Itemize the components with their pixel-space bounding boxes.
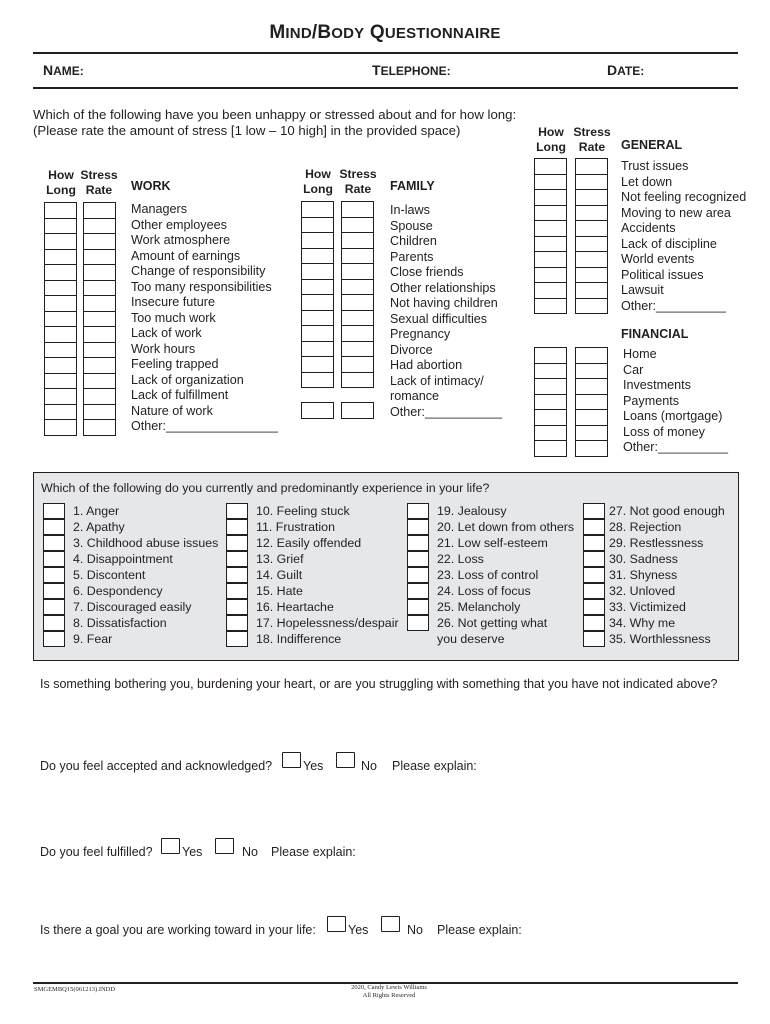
experience-label: 9. Fear bbox=[73, 632, 113, 646]
rating-cell[interactable] bbox=[535, 268, 566, 284]
family-item: Pregnancy bbox=[390, 327, 451, 341]
financial-item: Car bbox=[623, 362, 644, 377]
experience-checkbox[interactable] bbox=[226, 631, 248, 647]
rating-cell[interactable] bbox=[576, 206, 607, 222]
rating-cell[interactable] bbox=[84, 358, 115, 374]
experience-checkbox[interactable] bbox=[583, 551, 605, 567]
experience-checkbox[interactable] bbox=[407, 503, 429, 519]
accepted-yes-checkbox[interactable] bbox=[282, 752, 301, 768]
rating-cell[interactable] bbox=[302, 249, 333, 265]
rating-cell[interactable] bbox=[535, 175, 566, 191]
family-item: In-laws bbox=[390, 203, 430, 217]
experience-label: 21. Low self-esteem bbox=[437, 536, 548, 550]
financial-stress-rate-boxes[interactable] bbox=[575, 347, 608, 457]
experience-checkbox[interactable] bbox=[226, 519, 248, 535]
experience-label: 35. Worthlessness bbox=[609, 632, 711, 646]
general-heading: GENERAL bbox=[621, 138, 683, 152]
experience-label: 5. Discontent bbox=[73, 568, 146, 582]
rating-cell[interactable] bbox=[576, 283, 607, 299]
rating-cell[interactable] bbox=[84, 312, 115, 328]
rating-cell[interactable] bbox=[342, 264, 373, 280]
rating-cell[interactable] bbox=[45, 420, 76, 436]
experience-checkbox[interactable] bbox=[226, 599, 248, 615]
rating-cell[interactable] bbox=[45, 405, 76, 421]
rating-cell[interactable] bbox=[84, 405, 115, 421]
experience-label: 6. Despondency bbox=[73, 584, 163, 598]
family-item: Divorce bbox=[390, 342, 433, 357]
rating-cell[interactable] bbox=[576, 348, 607, 364]
work-item: Other:________________ bbox=[131, 419, 279, 433]
fulfilled-yes-label: Yes bbox=[182, 845, 203, 859]
date-label: DATE: bbox=[607, 62, 645, 78]
family-item: romance bbox=[390, 389, 439, 403]
financial-heading: FINANCIAL bbox=[621, 327, 689, 341]
rating-cell[interactable] bbox=[302, 311, 333, 327]
rating-cell[interactable] bbox=[576, 364, 607, 380]
rating-cell[interactable] bbox=[302, 202, 333, 218]
general-item: Moving to new area bbox=[621, 205, 731, 220]
experience-label: 14. Guilt bbox=[256, 568, 303, 582]
experience-label: 2. Apathy bbox=[73, 520, 125, 534]
financial-item: Home bbox=[623, 347, 657, 361]
rating-cell[interactable] bbox=[342, 280, 373, 296]
financial-items bbox=[623, 347, 728, 456]
experience-checkbox[interactable] bbox=[43, 503, 65, 519]
general-item: Other:__________ bbox=[621, 298, 727, 313]
rating-cell[interactable] bbox=[45, 343, 76, 359]
rating-cell[interactable] bbox=[576, 395, 607, 411]
general-how-long-boxes[interactable] bbox=[534, 158, 567, 314]
experience-label: 27. Not good enough bbox=[609, 504, 725, 518]
rating-cell[interactable] bbox=[535, 190, 566, 206]
experience-label: 31. Shyness bbox=[609, 568, 678, 582]
family-item: Children bbox=[390, 234, 437, 248]
experience-label: 25. Melancholy bbox=[437, 600, 521, 614]
experience-checkbox[interactable] bbox=[43, 535, 65, 551]
work-item: Change of responsibility bbox=[131, 264, 266, 278]
rating-cell[interactable] bbox=[84, 234, 115, 250]
goal-question: Is there a goal you are working toward in your life: bbox=[40, 923, 316, 937]
experience-checkbox[interactable] bbox=[583, 615, 605, 631]
fulfilled-no-checkbox[interactable] bbox=[215, 838, 234, 854]
family-item: Other:___________ bbox=[390, 404, 503, 419]
rating-cell[interactable] bbox=[576, 299, 607, 315]
goal-explain-label: Please explain: bbox=[437, 923, 522, 937]
rating-cell[interactable] bbox=[45, 250, 76, 266]
experience-checkbox[interactable] bbox=[583, 599, 605, 615]
work-item: Lack of organization bbox=[131, 372, 244, 387]
general-item: Lack of discipline bbox=[621, 236, 717, 251]
general-stress-rate-boxes[interactable] bbox=[575, 158, 608, 314]
fulfilled-yes-checkbox[interactable] bbox=[161, 838, 180, 854]
experience-label: 7. Discouraged easily bbox=[73, 600, 192, 614]
experience-checkbox[interactable] bbox=[226, 535, 248, 551]
rating-cell[interactable] bbox=[535, 252, 566, 268]
experience-label: 28. Rejection bbox=[609, 520, 682, 534]
experience-checkbox[interactable] bbox=[407, 519, 429, 535]
rating-cell[interactable] bbox=[302, 233, 333, 249]
rating-cell[interactable] bbox=[45, 296, 76, 312]
rating-cell[interactable] bbox=[302, 264, 333, 280]
experience-checkbox[interactable] bbox=[583, 631, 605, 647]
rating-cell[interactable] bbox=[342, 295, 373, 311]
general-stress-rate-header: Stress Rate bbox=[573, 125, 611, 154]
rating-cell[interactable] bbox=[302, 373, 333, 389]
experience-checkbox[interactable] bbox=[583, 519, 605, 535]
rating-cell[interactable] bbox=[84, 343, 115, 359]
name-label: NAME: bbox=[43, 62, 84, 78]
experience-label: 17. Hopelessness/despair bbox=[256, 616, 399, 630]
financial-item: Loss of money bbox=[623, 424, 705, 439]
rating-cell[interactable] bbox=[576, 190, 607, 206]
rating-cell[interactable] bbox=[45, 327, 76, 343]
rating-cell[interactable] bbox=[576, 175, 607, 191]
rating-cell[interactable] bbox=[576, 252, 607, 268]
experience-label: 11. Frustration bbox=[256, 520, 335, 534]
rating-cell[interactable] bbox=[84, 327, 115, 343]
general-item: Lawsuit bbox=[621, 283, 664, 297]
experience-checkbox[interactable] bbox=[407, 551, 429, 567]
rating-cell[interactable] bbox=[576, 268, 607, 284]
experience-checkbox[interactable] bbox=[583, 535, 605, 551]
family-how-long-header: How Long bbox=[303, 167, 333, 196]
rating-cell[interactable] bbox=[302, 280, 333, 296]
work-item: Too much work bbox=[131, 310, 216, 325]
experience-label: 26. Not getting what bbox=[437, 616, 548, 630]
experience-checkbox[interactable] bbox=[407, 535, 429, 551]
experience-label: 22. Loss bbox=[437, 552, 484, 566]
experience-label: 15. Hate bbox=[256, 584, 303, 598]
family-item: Not having children bbox=[390, 296, 498, 310]
rating-cell[interactable] bbox=[84, 420, 115, 436]
experience-checkbox[interactable] bbox=[43, 551, 65, 567]
goal-no-label: No bbox=[407, 923, 423, 937]
rating-cell[interactable] bbox=[576, 441, 607, 457]
family-item: Had abortion bbox=[390, 358, 463, 372]
document-code: SMGEMBQ15(061213).INDD bbox=[34, 986, 116, 993]
page-title: MIND/BODY QUESTIONNAIRE bbox=[269, 22, 501, 43]
rating-cell[interactable] bbox=[342, 357, 373, 373]
rating-cell[interactable] bbox=[342, 249, 373, 265]
general-item: Not feeling recognized bbox=[621, 190, 747, 204]
rating-cell[interactable] bbox=[535, 283, 566, 299]
rating-cell[interactable] bbox=[535, 206, 566, 222]
rating-cell[interactable] bbox=[45, 234, 76, 250]
experience-label: 12. Easily offended bbox=[256, 536, 362, 550]
rating-cell[interactable] bbox=[84, 219, 115, 235]
rating-cell[interactable] bbox=[45, 219, 76, 235]
rating-cell[interactable] bbox=[45, 312, 76, 328]
rating-cell[interactable] bbox=[45, 203, 76, 219]
rating-cell[interactable] bbox=[535, 364, 566, 380]
family-item: Other relationships bbox=[390, 280, 496, 295]
experience-label: 18. Indifference bbox=[256, 632, 342, 646]
experience-label: 23. Loss of control bbox=[437, 568, 539, 582]
work-item: Lack of work bbox=[131, 326, 202, 340]
rating-cell[interactable] bbox=[576, 237, 607, 253]
family-item: Lack of intimacy/ bbox=[390, 373, 484, 388]
experience-label: 3. Childhood abuse issues bbox=[73, 536, 219, 550]
experience-label: 34. Why me bbox=[609, 616, 676, 630]
experience-checkbox[interactable] bbox=[43, 567, 65, 583]
general-item: Accidents bbox=[621, 221, 676, 235]
experience-label: you deserve bbox=[437, 632, 505, 646]
goal-yes-checkbox[interactable] bbox=[327, 916, 346, 932]
family-items bbox=[390, 203, 502, 420]
fulfilled-question: Do you feel fulfilled? bbox=[40, 845, 153, 859]
experience-label: 1. Anger bbox=[73, 504, 120, 518]
copyright: 2020, Candy Lewis Williams All Rights Reserved bbox=[351, 984, 427, 999]
experience-label: 10. Feeling stuck bbox=[256, 504, 350, 518]
rating-cell[interactable] bbox=[302, 342, 333, 358]
family-other-stress-rate-box[interactable] bbox=[341, 402, 374, 419]
financial-how-long-boxes[interactable] bbox=[534, 347, 567, 457]
rating-cell[interactable] bbox=[576, 379, 607, 395]
experience-label: 32. Unloved bbox=[609, 584, 676, 598]
experience-checkbox[interactable] bbox=[226, 615, 248, 631]
accepted-question: Do you feel accepted and acknowledged? bbox=[40, 759, 273, 773]
stress-instructions: Which of the following have you been unhappy or stressed about and for how long: (Please rate the amount of stress [1 low – 10 high] in the provided space) bbox=[33, 107, 517, 138]
rating-cell[interactable] bbox=[45, 265, 76, 281]
financial-item: Other:__________ bbox=[623, 440, 729, 454]
family-stress-rate-boxes[interactable] bbox=[341, 201, 374, 388]
rating-cell[interactable] bbox=[45, 374, 76, 390]
experience-label: 16. Heartache bbox=[256, 600, 334, 614]
general-item: Trust issues bbox=[621, 159, 689, 173]
rating-cell[interactable] bbox=[302, 357, 333, 373]
experience-checkbox[interactable] bbox=[226, 503, 248, 519]
rating-cell[interactable] bbox=[342, 326, 373, 342]
financial-item: Loans (mortgage) bbox=[623, 409, 723, 423]
financial-item: Investments bbox=[623, 378, 691, 392]
experience-label: 30. Sadness bbox=[609, 552, 678, 566]
rating-cell[interactable] bbox=[342, 218, 373, 234]
work-item: Feeling trapped bbox=[131, 357, 219, 371]
experience-question: Which of the following do you currently and predominantly experience in your life? bbox=[41, 481, 490, 495]
rating-cell[interactable] bbox=[535, 395, 566, 411]
rating-cell[interactable] bbox=[576, 410, 607, 426]
rating-cell[interactable] bbox=[576, 159, 607, 175]
experience-checkbox[interactable] bbox=[43, 615, 65, 631]
accepted-no-label: No bbox=[361, 759, 377, 773]
rating-cell[interactable] bbox=[84, 281, 115, 297]
rating-cell[interactable] bbox=[342, 373, 373, 389]
rating-cell[interactable] bbox=[535, 159, 566, 175]
experience-checkbox[interactable] bbox=[226, 567, 248, 583]
experience-label: 13. Grief bbox=[256, 552, 304, 566]
rating-cell[interactable] bbox=[302, 326, 333, 342]
rating-cell[interactable] bbox=[535, 237, 566, 253]
experience-checkbox[interactable] bbox=[407, 583, 429, 599]
rating-cell[interactable] bbox=[45, 389, 76, 405]
rating-cell[interactable] bbox=[342, 233, 373, 249]
experience-label: 8. Dissatisfaction bbox=[73, 616, 167, 630]
family-item: Sexual difficulties bbox=[390, 311, 488, 326]
work-item: Insecure future bbox=[131, 295, 216, 309]
financial-item: Payments bbox=[623, 393, 679, 408]
experience-checkbox[interactable] bbox=[407, 615, 429, 631]
experience-label: 24. Loss of focus bbox=[437, 584, 531, 598]
experience-checkbox[interactable] bbox=[226, 583, 248, 599]
family-item: Close friends bbox=[390, 265, 464, 279]
family-how-long-boxes[interactable] bbox=[301, 201, 334, 388]
experience-checkbox[interactable] bbox=[583, 567, 605, 583]
goal-no-checkbox[interactable] bbox=[381, 916, 400, 932]
work-how-long-header: How Long bbox=[46, 168, 76, 197]
rating-cell[interactable] bbox=[302, 295, 333, 311]
experience-label: 4. Disappointment bbox=[73, 552, 173, 566]
rating-cell[interactable] bbox=[535, 441, 566, 457]
experience-label: 19. Jealousy bbox=[437, 504, 507, 518]
work-items bbox=[131, 202, 278, 435]
rating-cell[interactable] bbox=[535, 348, 566, 364]
rating-cell[interactable] bbox=[576, 426, 607, 442]
general-items bbox=[621, 159, 746, 314]
work-item: Too many responsibilities bbox=[131, 279, 272, 294]
experience-checkbox[interactable] bbox=[407, 599, 429, 615]
fulfilled-no-label: No bbox=[242, 845, 258, 859]
work-how-long-boxes[interactable] bbox=[44, 202, 77, 436]
goal-yes-label: Yes bbox=[348, 923, 369, 937]
family-other-how-long-box[interactable] bbox=[301, 402, 334, 419]
family-item: Parents bbox=[390, 249, 434, 264]
rating-cell[interactable] bbox=[45, 281, 76, 297]
rating-cell[interactable] bbox=[535, 221, 566, 237]
family-stress-rate-header: Stress Rate bbox=[339, 167, 377, 196]
rating-cell[interactable] bbox=[84, 296, 115, 312]
rating-cell[interactable] bbox=[342, 342, 373, 358]
fulfilled-explain-label: Please explain: bbox=[271, 845, 356, 859]
rating-cell[interactable] bbox=[84, 265, 115, 281]
work-item: Work atmosphere bbox=[131, 233, 231, 247]
work-stress-rate-boxes[interactable] bbox=[83, 202, 116, 436]
accepted-explain-label: Please explain: bbox=[392, 759, 477, 773]
rating-cell[interactable] bbox=[342, 311, 373, 327]
experience-checkbox[interactable] bbox=[43, 519, 65, 535]
rating-cell[interactable] bbox=[342, 202, 373, 218]
experience-checkbox[interactable] bbox=[583, 583, 605, 599]
experience-checkbox[interactable] bbox=[226, 551, 248, 567]
work-heading: WORK bbox=[131, 179, 171, 193]
general-item: Political issues bbox=[621, 267, 704, 282]
header-bottom-rule bbox=[33, 87, 738, 89]
work-item: Other employees bbox=[131, 217, 227, 232]
experience-label: 29. Restlessness bbox=[609, 536, 704, 550]
rating-cell[interactable] bbox=[535, 410, 566, 426]
experience-checkbox[interactable] bbox=[43, 631, 65, 647]
bothering-question: Is something bothering you, burdening your heart, or are you struggling with something that you have not indicated above? bbox=[40, 677, 718, 691]
experience-checkbox[interactable] bbox=[407, 567, 429, 583]
experience-label: 33. Victimized bbox=[609, 600, 686, 614]
work-item: Amount of earnings bbox=[131, 248, 241, 263]
rating-cell[interactable] bbox=[576, 221, 607, 237]
experience-checkbox[interactable] bbox=[43, 599, 65, 615]
experience-checkbox[interactable] bbox=[583, 503, 605, 519]
rating-cell[interactable] bbox=[84, 389, 115, 405]
work-stress-rate-header: Stress Rate bbox=[80, 168, 118, 197]
rating-cell[interactable] bbox=[45, 358, 76, 374]
accepted-no-checkbox[interactable] bbox=[336, 752, 355, 768]
telephone-label: TELEPHONE: bbox=[372, 62, 451, 78]
rating-cell[interactable] bbox=[84, 250, 115, 266]
work-item: Work hours bbox=[131, 341, 196, 356]
experience-panel bbox=[33, 472, 739, 661]
family-item: Spouse bbox=[390, 218, 433, 233]
rating-cell[interactable] bbox=[535, 299, 566, 315]
general-item: Let down bbox=[621, 174, 673, 189]
work-item: Managers bbox=[131, 202, 188, 216]
accepted-yes-label: Yes bbox=[303, 759, 324, 773]
rating-cell[interactable] bbox=[535, 426, 566, 442]
experience-label: 20. Let down from others bbox=[437, 520, 575, 534]
rating-cell[interactable] bbox=[535, 379, 566, 395]
rating-cell[interactable] bbox=[302, 218, 333, 234]
work-item: Nature of work bbox=[131, 403, 213, 418]
family-heading: FAMILY bbox=[390, 179, 435, 193]
rating-cell[interactable] bbox=[84, 203, 115, 219]
header-top-rule bbox=[33, 52, 738, 54]
experience-checkbox[interactable] bbox=[43, 583, 65, 599]
general-how-long-header: How Long bbox=[536, 125, 566, 154]
general-item: World events bbox=[621, 252, 695, 266]
work-item: Lack of fulfillment bbox=[131, 388, 229, 402]
rating-cell[interactable] bbox=[84, 374, 115, 390]
